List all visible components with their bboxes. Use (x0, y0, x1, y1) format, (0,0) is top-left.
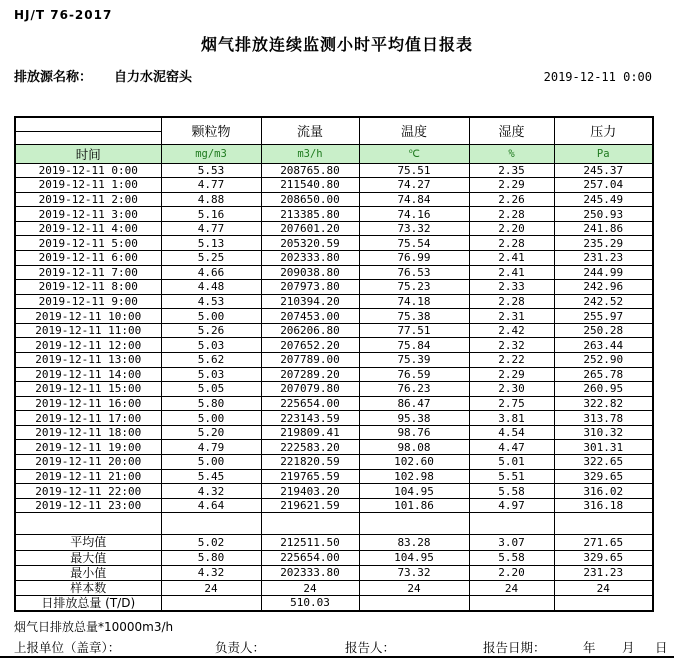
time-cell: 2019-12-11 15:00 (15, 382, 161, 397)
value-cell: 4.97 (469, 498, 554, 513)
table-row (15, 484, 653, 499)
value-cell: 5.45 (161, 469, 261, 484)
value-cell: 2.20 (469, 221, 554, 236)
value-cell: 316.18 (554, 498, 653, 513)
unit-pressure: Pa (554, 144, 653, 163)
spacer-cell (15, 513, 161, 535)
column-header-pressure: 压力 (554, 117, 653, 144)
value-cell: 310.32 (554, 425, 653, 440)
value-cell: 208650.00 (261, 192, 359, 207)
value-cell: 257.04 (554, 178, 653, 193)
value-cell: 255.97 (554, 309, 653, 324)
value-cell: 322.65 (554, 455, 653, 470)
value-cell: 250.93 (554, 207, 653, 222)
source-name-group (14, 66, 192, 85)
value-cell: 250.28 (554, 323, 653, 338)
value-cell: 219765.59 (261, 469, 359, 484)
value-cell: 2.41 (469, 250, 554, 265)
value-cell: 245.37 (554, 163, 653, 178)
value-cell: 329.65 (554, 550, 653, 565)
time-cell: 2019-12-11 4:00 (15, 221, 161, 236)
value-cell: 4.53 (161, 294, 261, 309)
value-cell: 73.32 (359, 565, 469, 580)
table-row (15, 280, 653, 295)
column-header-temperature: 温度 (359, 117, 469, 144)
time-cell: 2019-12-11 7:00 (15, 265, 161, 280)
value-cell: 4.54 (469, 425, 554, 440)
value-cell: 5.16 (161, 207, 261, 222)
time-cell: 2019-12-11 17:00 (15, 411, 161, 426)
value-cell: 245.49 (554, 192, 653, 207)
value-cell: 5.80 (161, 550, 261, 565)
value-cell: 5.25 (161, 250, 261, 265)
value-cell: 2.28 (469, 236, 554, 251)
time-cell: 2019-12-11 10:00 (15, 309, 161, 324)
value-cell: 5.00 (161, 309, 261, 324)
table-row (15, 411, 653, 426)
value-cell: 244.99 (554, 265, 653, 280)
value-cell: 207289.20 (261, 367, 359, 382)
value-cell: 4.77 (161, 221, 261, 236)
value-cell: 2.26 (469, 192, 554, 207)
value-cell: 86.47 (359, 396, 469, 411)
time-cell: 2019-12-11 8:00 (15, 280, 161, 295)
unit-temperature: ℃ (359, 144, 469, 163)
value-cell: 74.27 (359, 178, 469, 193)
value-cell: 4.47 (469, 440, 554, 455)
table-row (15, 382, 653, 397)
value-cell: 4.77 (161, 178, 261, 193)
summary-row (15, 580, 653, 595)
value-cell: 5.58 (469, 550, 554, 565)
table-row (15, 236, 653, 251)
value-cell: 209038.80 (261, 265, 359, 280)
value-cell: 2.30 (469, 382, 554, 397)
time-cell: 2019-12-11 18:00 (15, 425, 161, 440)
value-cell: 5.26 (161, 323, 261, 338)
spacer-cell (554, 513, 653, 535)
value-cell: 242.96 (554, 280, 653, 295)
time-cell: 2019-12-11 2:00 (15, 192, 161, 207)
value-cell: 74.18 (359, 294, 469, 309)
value-cell: 208765.80 (261, 163, 359, 178)
value-cell: 5.03 (161, 367, 261, 382)
value-cell: 2.42 (469, 323, 554, 338)
value-cell (469, 596, 554, 611)
value-cell: 202333.80 (261, 565, 359, 580)
value-cell: 4.79 (161, 440, 261, 455)
value-cell: 102.60 (359, 455, 469, 470)
data-rows (15, 163, 653, 513)
value-cell: 510.03 (261, 596, 359, 611)
table-row (15, 469, 653, 484)
reporter-label: 报告人： (345, 640, 396, 655)
responsible-label: 负责人： (215, 640, 266, 655)
summary-rows (15, 535, 653, 611)
table-row (15, 396, 653, 411)
value-cell: 4.66 (161, 265, 261, 280)
unit-humidity: % (469, 144, 554, 163)
header-row-top (15, 117, 653, 131)
time-cell: 2019-12-11 11:00 (15, 323, 161, 338)
value-cell: 242.52 (554, 294, 653, 309)
value-cell: 301.31 (554, 440, 653, 455)
time-cell: 2019-12-11 0:00 (15, 163, 161, 178)
table-row (15, 323, 653, 338)
value-cell: 75.84 (359, 338, 469, 353)
value-cell: 75.39 (359, 353, 469, 368)
value-cell: 5.80 (161, 396, 261, 411)
source-name: 自力水泥窑头 (114, 70, 193, 85)
value-cell: 2.31 (469, 309, 554, 324)
table-row (15, 498, 653, 513)
time-cell: 2019-12-11 5:00 (15, 236, 161, 251)
value-cell: 235.29 (554, 236, 653, 251)
spacer-section (15, 513, 653, 535)
value-cell: 75.23 (359, 280, 469, 295)
value-cell: 322.82 (554, 396, 653, 411)
value-cell: 24 (469, 580, 554, 595)
value-cell: 2.28 (469, 207, 554, 222)
value-cell: 252.90 (554, 353, 653, 368)
value-cell: 5.13 (161, 236, 261, 251)
value-cell: 5.62 (161, 353, 261, 368)
column-header-particulate: 颗粒物 (161, 117, 261, 144)
table-row (15, 178, 653, 193)
time-cell: 2019-12-11 6:00 (15, 250, 161, 265)
value-cell: 207789.00 (261, 353, 359, 368)
summary-row (15, 596, 653, 611)
value-cell (554, 596, 653, 611)
value-cell: 104.95 (359, 484, 469, 499)
table-row (15, 265, 653, 280)
value-cell: 5.20 (161, 425, 261, 440)
value-cell: 2.29 (469, 367, 554, 382)
spacer-cell (469, 513, 554, 535)
header-row-units (15, 144, 653, 163)
value-cell: 219809.41 (261, 425, 359, 440)
table-row (15, 250, 653, 265)
standard-code: HJ/T 76-2017 (14, 8, 113, 22)
value-cell: 5.53 (161, 163, 261, 178)
value-cell: 24 (554, 580, 653, 595)
time-cell: 2019-12-11 16:00 (15, 396, 161, 411)
value-cell: 95.38 (359, 411, 469, 426)
value-cell: 73.32 (359, 221, 469, 236)
value-cell: 207453.00 (261, 309, 359, 324)
table-row (15, 425, 653, 440)
value-cell: 202333.80 (261, 250, 359, 265)
summary-label-cell: 样本数 (15, 580, 161, 595)
value-cell: 241.86 (554, 221, 653, 236)
time-cell: 2019-12-11 23:00 (15, 498, 161, 513)
report-date-label: 报告日期： (483, 640, 546, 655)
value-cell: 77.51 (359, 323, 469, 338)
value-cell: 2.22 (469, 353, 554, 368)
table-row (15, 440, 653, 455)
spacer-cell (161, 513, 261, 535)
value-cell: 207652.20 (261, 338, 359, 353)
table-row (15, 294, 653, 309)
table-row (15, 338, 653, 353)
table-row (15, 309, 653, 324)
value-cell: 231.23 (554, 250, 653, 265)
time-column-header: 时间 (15, 144, 161, 163)
time-header-spacer-top (15, 117, 161, 131)
value-cell: 98.76 (359, 425, 469, 440)
value-cell: 24 (161, 580, 261, 595)
summary-label-cell: 日排放总量 (T/D) (15, 596, 161, 611)
time-cell: 2019-12-11 21:00 (15, 469, 161, 484)
value-cell: 5.02 (161, 535, 261, 550)
value-cell: 5.00 (161, 411, 261, 426)
value-cell: 24 (261, 580, 359, 595)
value-cell: 2.20 (469, 565, 554, 580)
summary-label-cell: 最小值 (15, 565, 161, 580)
year-label: 年 (583, 640, 596, 655)
source-label: 排放源名称： (14, 70, 93, 85)
value-cell: 75.51 (359, 163, 469, 178)
value-cell: 5.01 (469, 455, 554, 470)
value-cell: 212511.50 (261, 535, 359, 550)
day-label: 日 (655, 640, 668, 655)
reporting-unit-label: 上报单位（盖章）： (14, 640, 121, 655)
value-cell: 223143.59 (261, 411, 359, 426)
value-cell: 207973.80 (261, 280, 359, 295)
spacer-row (15, 513, 653, 535)
summary-label-cell: 最大值 (15, 550, 161, 565)
value-cell: 210394.20 (261, 294, 359, 309)
value-cell: 4.32 (161, 484, 261, 499)
spacer-cell (261, 513, 359, 535)
total-emission-note: 烟气日排放总量*10000m3/h (14, 620, 174, 634)
value-cell: 4.64 (161, 498, 261, 513)
value-cell: 219621.59 (261, 498, 359, 513)
spacer-cell (359, 513, 469, 535)
column-header-humidity: 湿度 (469, 117, 554, 144)
value-cell: 207601.20 (261, 221, 359, 236)
table-row (15, 367, 653, 382)
summary-label-cell: 平均值 (15, 535, 161, 550)
time-cell: 2019-12-11 13:00 (15, 353, 161, 368)
value-cell: 104.95 (359, 550, 469, 565)
value-cell: 75.38 (359, 309, 469, 324)
value-cell: 5.58 (469, 484, 554, 499)
value-cell: 2.41 (469, 265, 554, 280)
value-cell: 5.03 (161, 338, 261, 353)
value-cell: 4.32 (161, 565, 261, 580)
value-cell: 98.08 (359, 440, 469, 455)
summary-row (15, 550, 653, 565)
value-cell: 2.29 (469, 178, 554, 193)
value-cell: 4.88 (161, 192, 261, 207)
value-cell: 313.78 (554, 411, 653, 426)
table-row (15, 353, 653, 368)
value-cell: 76.53 (359, 265, 469, 280)
value-cell: 3.81 (469, 411, 554, 426)
value-cell: 219403.20 (261, 484, 359, 499)
hourly-average-table (14, 116, 654, 612)
time-cell: 2019-12-11 9:00 (15, 294, 161, 309)
summary-row (15, 535, 653, 550)
page-title: 烟气排放连续监测小时平均值日报表 (200, 35, 473, 54)
value-cell: 207079.80 (261, 382, 359, 397)
time-cell: 2019-12-11 14:00 (15, 367, 161, 382)
value-cell: 5.00 (161, 455, 261, 470)
report-info-row (14, 66, 652, 85)
time-cell: 2019-12-11 22:00 (15, 484, 161, 499)
summary-row (15, 565, 653, 580)
value-cell (359, 596, 469, 611)
value-cell: 2.35 (469, 163, 554, 178)
value-cell: 211540.80 (261, 178, 359, 193)
value-cell (161, 596, 261, 611)
value-cell: 260.95 (554, 382, 653, 397)
table-row (15, 221, 653, 236)
table-row (15, 192, 653, 207)
time-cell: 2019-12-11 19:00 (15, 440, 161, 455)
value-cell: 265.78 (554, 367, 653, 382)
value-cell: 5.05 (161, 382, 261, 397)
value-cell: 3.07 (469, 535, 554, 550)
time-cell: 2019-12-11 1:00 (15, 178, 161, 193)
value-cell: 329.65 (554, 469, 653, 484)
table-row (15, 207, 653, 222)
value-cell: 24 (359, 580, 469, 595)
value-cell: 101.86 (359, 498, 469, 513)
value-cell: 2.75 (469, 396, 554, 411)
value-cell: 102.98 (359, 469, 469, 484)
value-cell: 83.28 (359, 535, 469, 550)
value-cell: 206206.80 (261, 323, 359, 338)
table-row (15, 163, 653, 178)
value-cell: 2.33 (469, 280, 554, 295)
value-cell: 205320.59 (261, 236, 359, 251)
unit-particulate: mg/m3 (161, 144, 261, 163)
value-cell: 75.54 (359, 236, 469, 251)
value-cell: 5.51 (469, 469, 554, 484)
value-cell: 2.28 (469, 294, 554, 309)
value-cell: 231.23 (554, 565, 653, 580)
value-cell: 271.65 (554, 535, 653, 550)
bottom-divider (0, 656, 674, 658)
value-cell: 2.32 (469, 338, 554, 353)
table-row (15, 455, 653, 470)
month-label: 月 (622, 640, 635, 655)
value-cell: 76.99 (359, 250, 469, 265)
time-cell: 2019-12-11 12:00 (15, 338, 161, 353)
value-cell: 74.84 (359, 192, 469, 207)
value-cell: 213385.80 (261, 207, 359, 222)
value-cell: 76.59 (359, 367, 469, 382)
column-header-flow: 流量 (261, 117, 359, 144)
value-cell: 263.44 (554, 338, 653, 353)
value-cell: 4.48 (161, 280, 261, 295)
report-datetime: 2019-12-11 0:00 (543, 70, 652, 84)
value-cell: 225654.00 (261, 396, 359, 411)
value-cell: 74.16 (359, 207, 469, 222)
value-cell: 221820.59 (261, 455, 359, 470)
unit-flow: m3/h (261, 144, 359, 163)
value-cell: 225654.00 (261, 550, 359, 565)
value-cell: 76.23 (359, 382, 469, 397)
value-cell: 316.02 (554, 484, 653, 499)
time-cell: 2019-12-11 3:00 (15, 207, 161, 222)
time-header-spacer-bottom (15, 131, 161, 144)
value-cell: 222583.20 (261, 440, 359, 455)
time-cell: 2019-12-11 20:00 (15, 455, 161, 470)
table-header (15, 117, 653, 163)
